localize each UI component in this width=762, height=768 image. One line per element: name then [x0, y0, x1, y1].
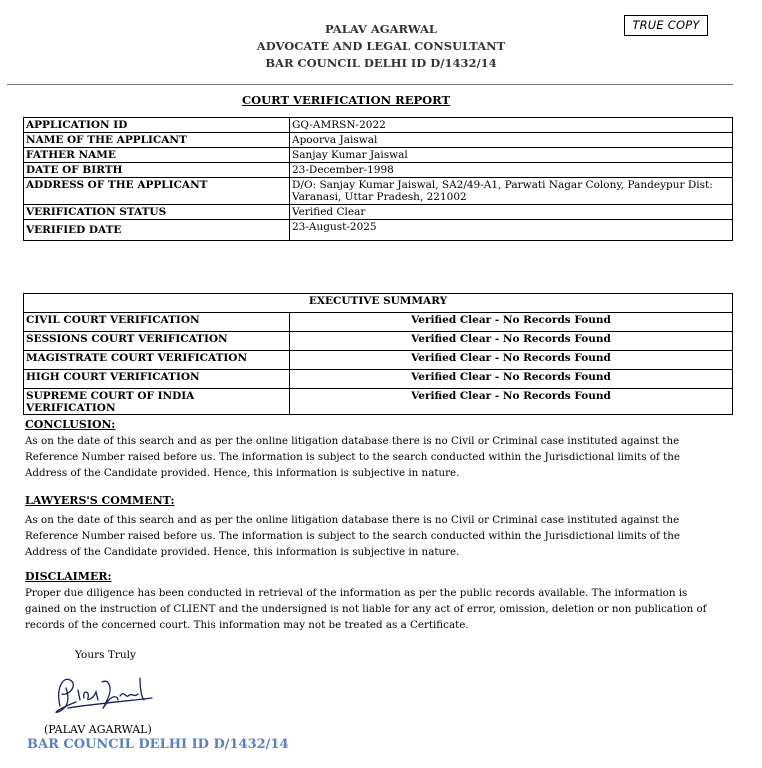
detail-label: ADDRESS OF THE APPLICANT [24, 178, 290, 205]
signatory-name: (PALAV AGARWAL) [44, 723, 152, 736]
footer-bar-id: BAR COUNCIL DELHI ID D/1432/14 [27, 737, 289, 752]
summary-value: Verified Clear - No Records Found [290, 370, 733, 389]
detail-value: Sanjay Kumar Jaiswal [290, 148, 733, 163]
executive-summary-heading: EXECUTIVE SUMMARY [24, 294, 733, 313]
report-title: COURT VERIFICATION REPORT [241, 93, 451, 107]
summary-value: Verified Clear - No Records Found [290, 332, 733, 351]
detail-label: VERIFIED DATE [24, 220, 290, 241]
true-copy-stamp: TRUE COPY [624, 15, 708, 36]
lawyers-comment-text: As on the date of this search and as per the online litigation database there is no Civil or Criminal case instituted against the Reference Number raised before us. The information is subject to the search conducted within the Jurisdictional limits of the Address of the Candidate provided. Hence, this information is subjective in nature. [25, 514, 680, 558]
detail-value: 23-December-1998 [290, 163, 733, 178]
table-row [24, 351, 733, 370]
advocate-role: ADVOCATE AND LEGAL CONSULTANT [256, 39, 506, 53]
detail-value: GQ-AMRSN-2022 [290, 118, 733, 133]
table-row [24, 313, 733, 332]
yours-truly: Yours Truly [75, 649, 136, 661]
conclusion-heading: CONCLUSION: [25, 418, 116, 431]
table-row [24, 178, 733, 205]
handwritten-signature [48, 668, 158, 718]
detail-value: D/O: Sanjay Kumar Jaiswal, SA2/49-A1, Parwati Nagar Colony, Pandeypur Dist: Varanasi, Uttar Pradesh, 221002 [290, 178, 733, 205]
executive-summary-table [23, 293, 733, 415]
detail-label: FATHER NAME [24, 148, 290, 163]
detail-label: APPLICATION ID [24, 118, 290, 133]
summary-value: Verified Clear - No Records Found [290, 351, 733, 370]
table-row [24, 389, 733, 415]
disclaimer-heading: DISCLAIMER: [25, 570, 112, 583]
summary-label: HIGH COURT VERIFICATION [24, 370, 290, 389]
summary-label: MAGISTRATE COURT VERIFICATION [24, 351, 290, 370]
applicant-details-table [23, 117, 733, 241]
table-row [24, 332, 733, 351]
table-row [24, 133, 733, 148]
summary-label: CIVIL COURT VERIFICATION [24, 313, 290, 332]
detail-label: NAME OF THE APPLICANT [24, 133, 290, 148]
detail-label: VERIFICATION STATUS [24, 205, 290, 220]
advocate-name: PALAV AGARWAL [325, 22, 437, 36]
table-row [24, 220, 733, 241]
table-row [24, 148, 733, 163]
table-row [24, 163, 733, 178]
detail-label: DATE OF BIRTH [24, 163, 290, 178]
table-row [24, 205, 733, 220]
summary-label: SESSIONS COURT VERIFICATION [24, 332, 290, 351]
lawyers-comment-heading: LAWYERS'S COMMENT: [25, 494, 175, 507]
summary-value: Verified Clear - No Records Found [290, 389, 733, 415]
table-row [24, 118, 733, 133]
disclaimer-text: Proper due diligence has been conducted in retrieval of the information as per the public records available. The information is gained on the instruction of CLIENT and the undersigned is not liable for any act of error, omission, deletion or non publication of records of the concerned court. This information may not be treated as a Certificate. [25, 587, 707, 631]
table-row [24, 370, 733, 389]
advocate-bar-id: BAR COUNCIL DELHI ID D/1432/14 [265, 56, 497, 70]
detail-value: Verified Clear [290, 205, 733, 220]
detail-value: 23-August-2025 [290, 220, 733, 241]
table-row [24, 294, 733, 313]
conclusion-text: As on the date of this search and as per the online litigation database there is no Civil or Criminal case instituted against the Reference Number raised before us. The information is subject to the search conducted within the Jurisdictional limits of the Address of the Candidate provided. Hence, this information is subjective in nature. [25, 435, 680, 479]
header-divider [7, 84, 733, 85]
detail-value: Apoorva Jaiswal [290, 133, 733, 148]
summary-value: Verified Clear - No Records Found [290, 313, 733, 332]
summary-label: SUPREME COURT OF INDIA VERIFICATION [24, 389, 290, 415]
